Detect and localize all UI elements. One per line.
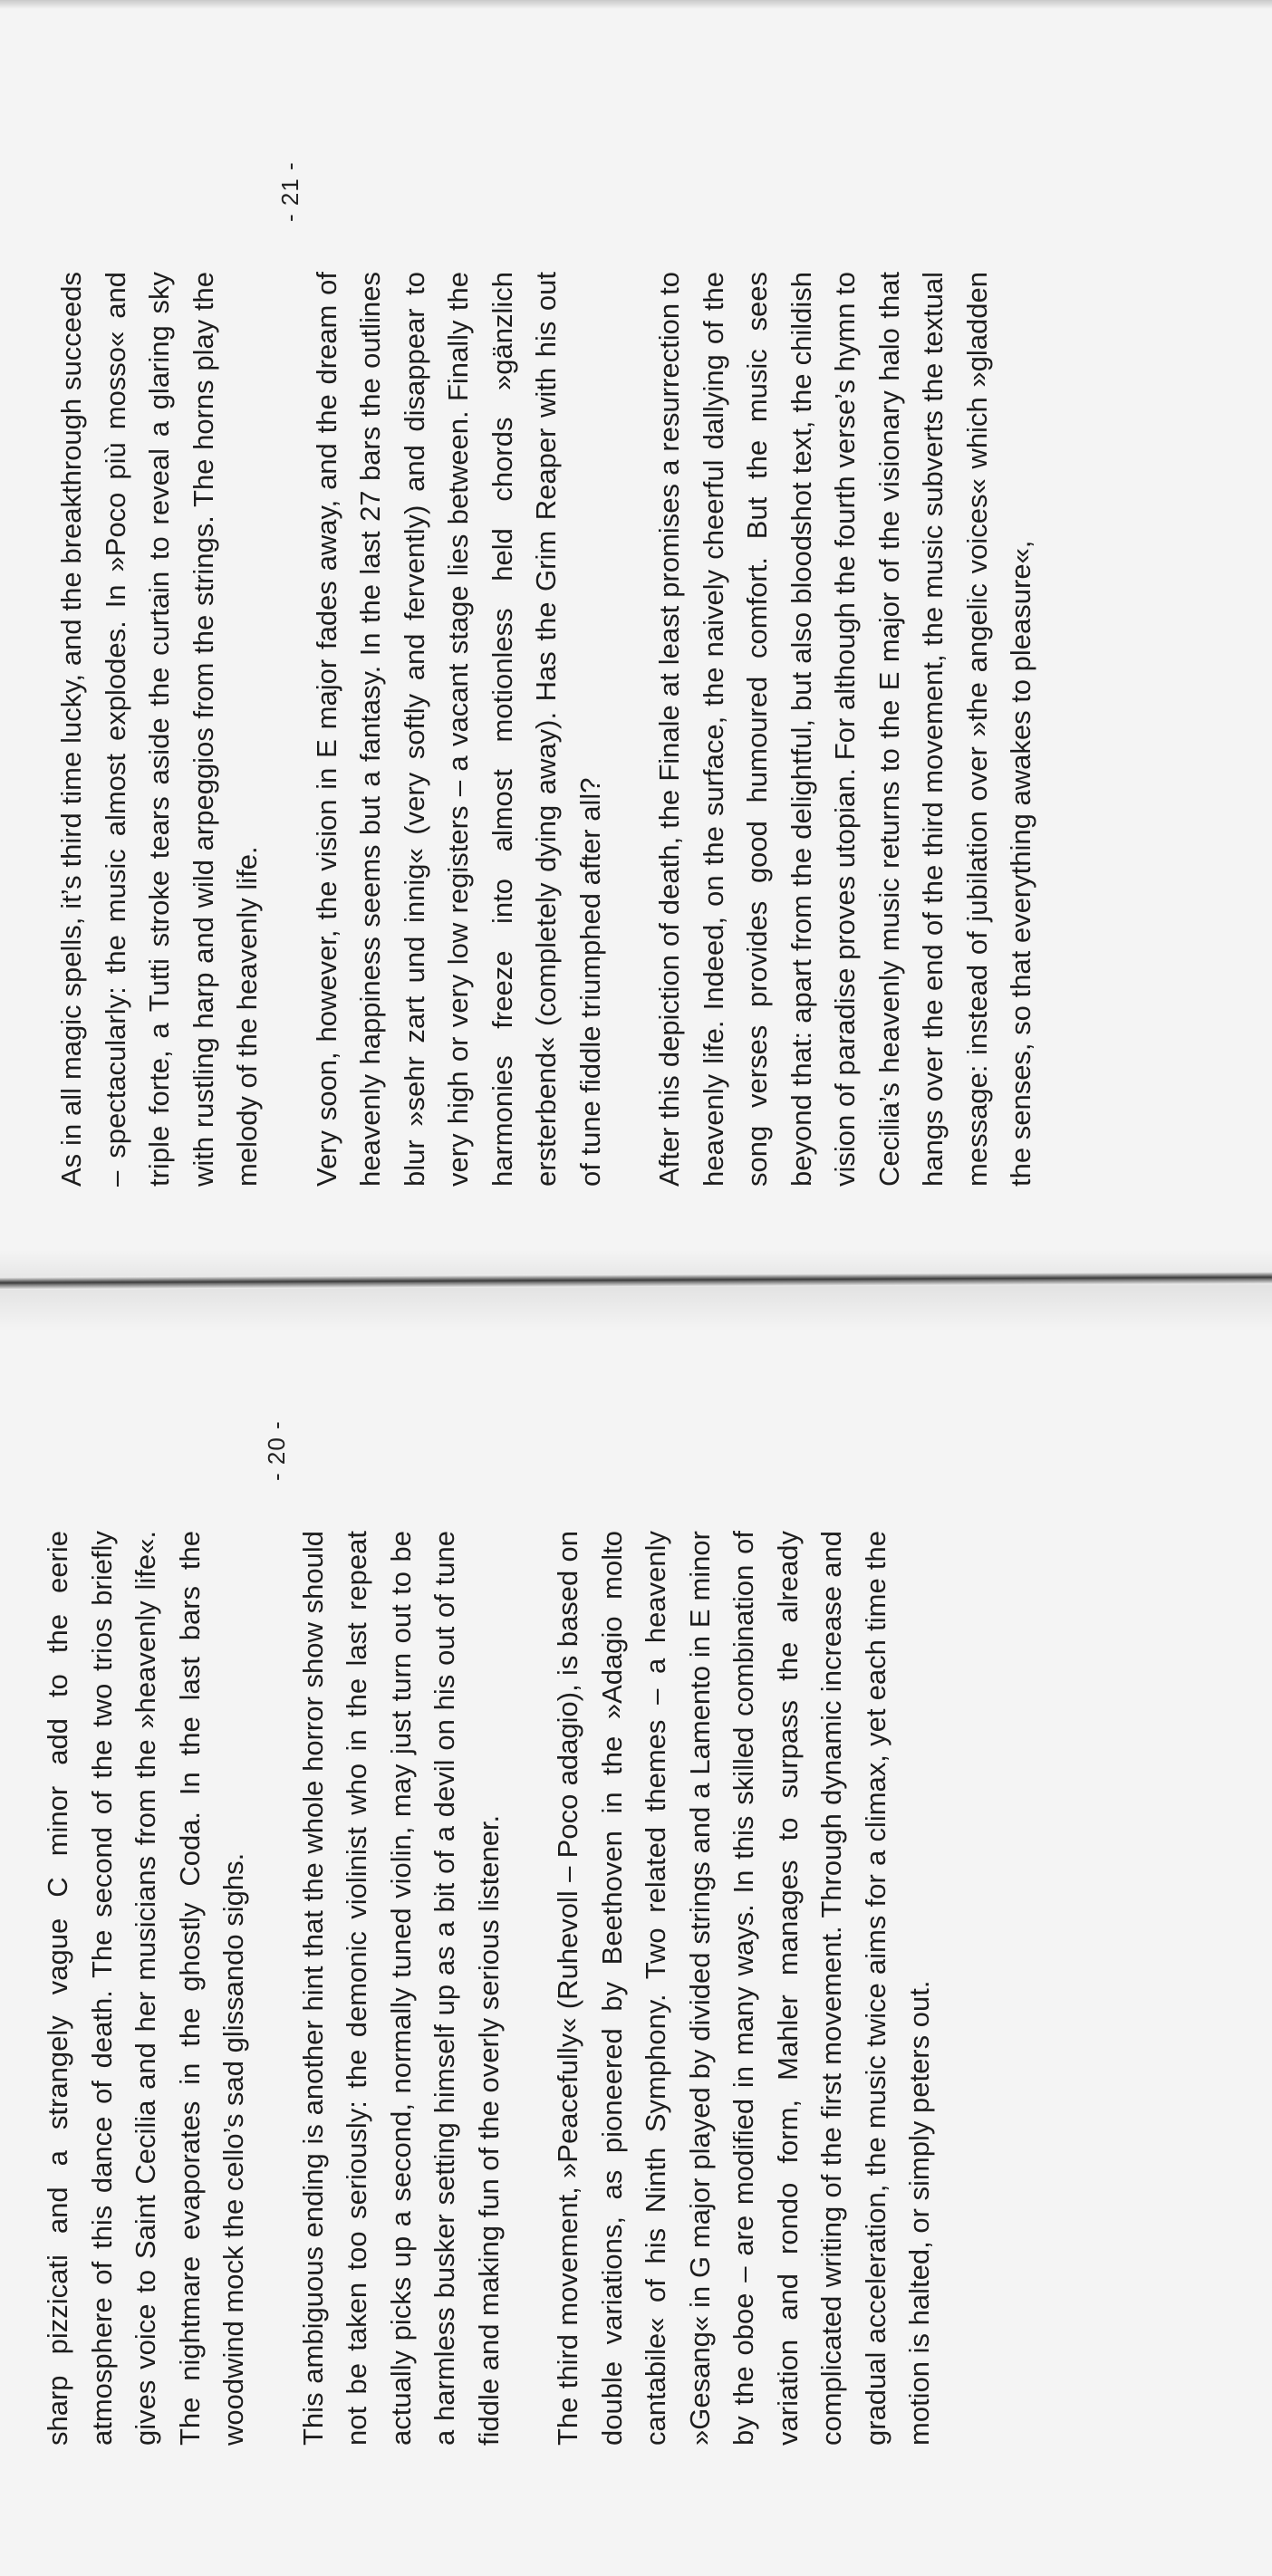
- booklet-page-21: [50, 9, 1036, 1187]
- page-20-text: [36, 1531, 935, 2446]
- scan-top-edge: [0, 0, 1272, 9]
- page-21-text: [50, 272, 1036, 1187]
- booklet-page-20: [36, 1268, 935, 2446]
- page-20-paragraph-1: sharp pizzicati and a strangely vague C minor add to the eerie atmosphere of this dance of death. The second of the two trios briefly gives voice to Saint Cecilia and her musicians from the »heavenly life«. The nightmare evaporates in the ghostly Coda. In the last bars the woodwind mock the cello’s sad glissando sighs.: [42, 1531, 249, 2446]
- page-21-paragraph-3: After this depiction of death, the Finale at least promises a resurrection to heavenly life. Indeed, on the surface, the naively cheerful dallying of the song verses provides good humoured comfort. But the music sees beyond that: apart from the delightful, but also bloodshot text, the childish vision of paradise proves utopian. For although the fourth verse’s hymn to Cecilia’s heavenly music returns to the E major of the visionary halo that hangs over the end of the third movement, the music subverts the textual message: instead of jubilation over »the angelic voices« which »gladden the senses, so that everything awakes to pleasure«,: [653, 272, 1036, 1187]
- page-number-21: - 21 -: [276, 161, 304, 222]
- page-20-paragraph-3: The third movement, »Peacefully« (Ruhevoll – Poco adagio), is based on double variations, as pioneered by Beethoven in the »Adagio molto cantabile« of his Ninth Symphony. Two related themes – a heavenly »Gesang« in G major played by divided strings and a Lamento in E minor by the oboe – are modified in many ways. In this skilled combination of variation and rondo form, Mahler manages to surpass the already complicated writing of the first movement. Through dynamic increase and gradual acceleration, the music twice aims for a climax, yet each time the motion is halted, or simply peters out.: [552, 1531, 935, 2446]
- page-20-paragraph-2: This ambiguous ending is another hint that the whole horror show should not be taken too seriously: the demonic violinist who in the last repeat actually picks up a second, normally tuned violin, may just turn out to be a harmless busker setting himself up as a bit of a devil on his out of tune fiddle and making fun of the overly serious listener.: [296, 1531, 505, 2446]
- page-21-paragraph-1: As in all magic spells, it’s third time lucky, and the breakthrough succeeds – spectacularly: the music almost explodes. In »Poco più mosso« and triple forte, a Tutti stroke tears aside the curtain to reveal a glaring sky with rustling harp and wild arpeggios from the strings. The horns play the melody of the heavenly life.: [55, 272, 263, 1187]
- page-number-20: - 20 -: [263, 1420, 290, 1481]
- page-21-paragraph-2: Very soon, however, the vision in E major fades away, and the dream of heavenly happiness seems but a fantasy. In the last 27 bars the outlines blur »sehr zart und innig« (very softly and fervently) and disappear to very high or very low registers – a vacant stage lies between. Finally the harmonies freeze into almost motionless held chords »gänzlich ersterbend« (completely dying away). Has the Grim Reaper with his out of tune fiddle triumphed after all?: [310, 272, 606, 1187]
